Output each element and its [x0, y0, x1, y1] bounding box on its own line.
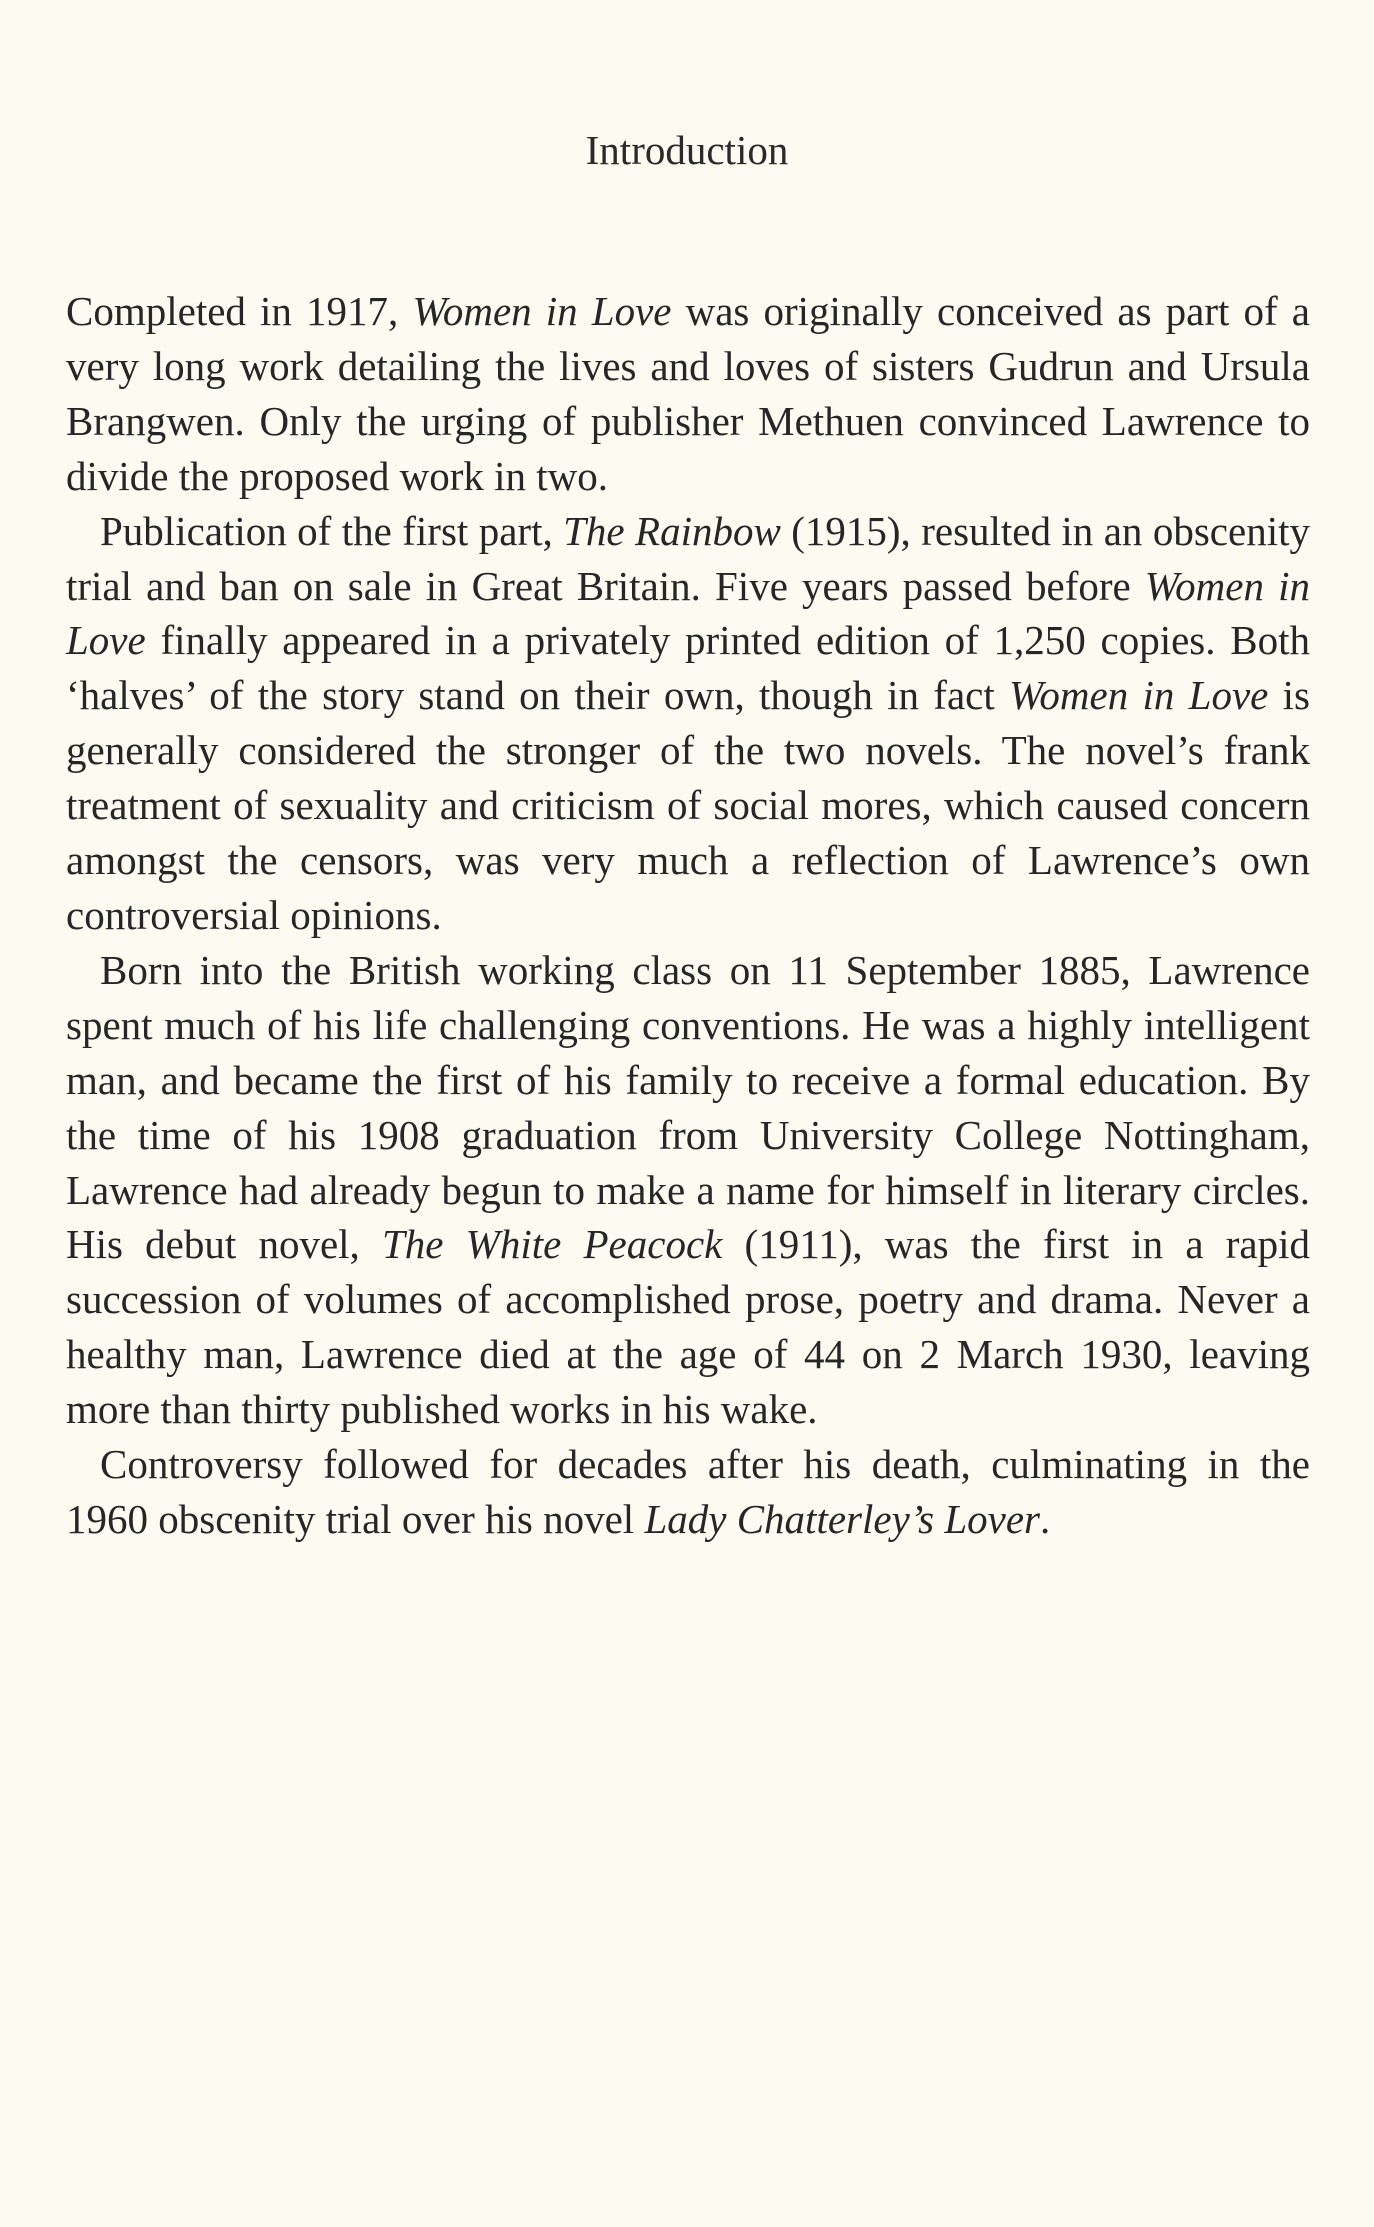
- paragraph-text: Born into the British working class on 11 September 1885, Lawrence spent much of his life challenging conventions. He was a highly intelligent man, and became the first of his family to receive a formal education. By the time of his 1908 graduation from University College Nottingham, Lawrence had already begun to make a name for himself in literary circles. His debut novel,: [66, 946, 1310, 1268]
- paragraph-3: [66, 943, 1310, 1437]
- italic-title-text: Women in Love: [1009, 672, 1269, 719]
- italic-title-text: The White Peacock: [381, 1221, 723, 1268]
- paragraph-text: finally appeared in a privately printed edition of 1,250 copies. Both ‘halves’ of the story stand on their own, though in fact: [66, 617, 1310, 719]
- italic-title-text: The Rainbow: [563, 507, 781, 554]
- italic-title-text: Women in Love: [412, 288, 672, 334]
- paragraph-text: .: [1040, 1495, 1051, 1542]
- paragraph-1: [66, 284, 1310, 504]
- paragraph-text: Controversy followed for decades after his death, culminating in the 1960 obscenity trial over his novel: [66, 1441, 1310, 1542]
- paragraph-2: [66, 504, 1310, 943]
- introduction-body: [66, 284, 1310, 1547]
- paragraph-text: (1911), was the first in a rapid succession of volumes of accomplished prose, poetry and drama. Never a healthy man, Lawrence died at the age of 44 on 2 March 1930, leaving more than thirty published works in his wake.: [66, 1221, 1311, 1433]
- page-title: Introduction: [585, 127, 789, 173]
- paragraph-4: [66, 1437, 1310, 1547]
- paragraph-text: (1915), resulted in an obscenity trial and ban on sale in Great Britain. Five years passed before: [66, 507, 1310, 609]
- paragraph-text: Completed in 1917,: [66, 288, 413, 334]
- paragraph-text: Publication of the first part,: [100, 507, 564, 554]
- paragraph-text: was originally conceived as part of a very long work detailing the lives and loves of sisters Gudrun and Ursula Brangwen. Only the urging of publisher Methuen convinced Lawrence to divide the proposed work in two.: [66, 288, 1310, 499]
- paragraph-text: is generally considered the stronger of the two novels. The novel’s frank treatment of sexuality and criticism of social mores, which caused concern amongst the censors, was very much a reflection of Lawrence’s own controversial opinions.: [66, 672, 1310, 938]
- italic-title-text: Lady Chatterley’s Lover: [644, 1495, 1040, 1542]
- italic-title-text: Women in Love: [66, 562, 1310, 664]
